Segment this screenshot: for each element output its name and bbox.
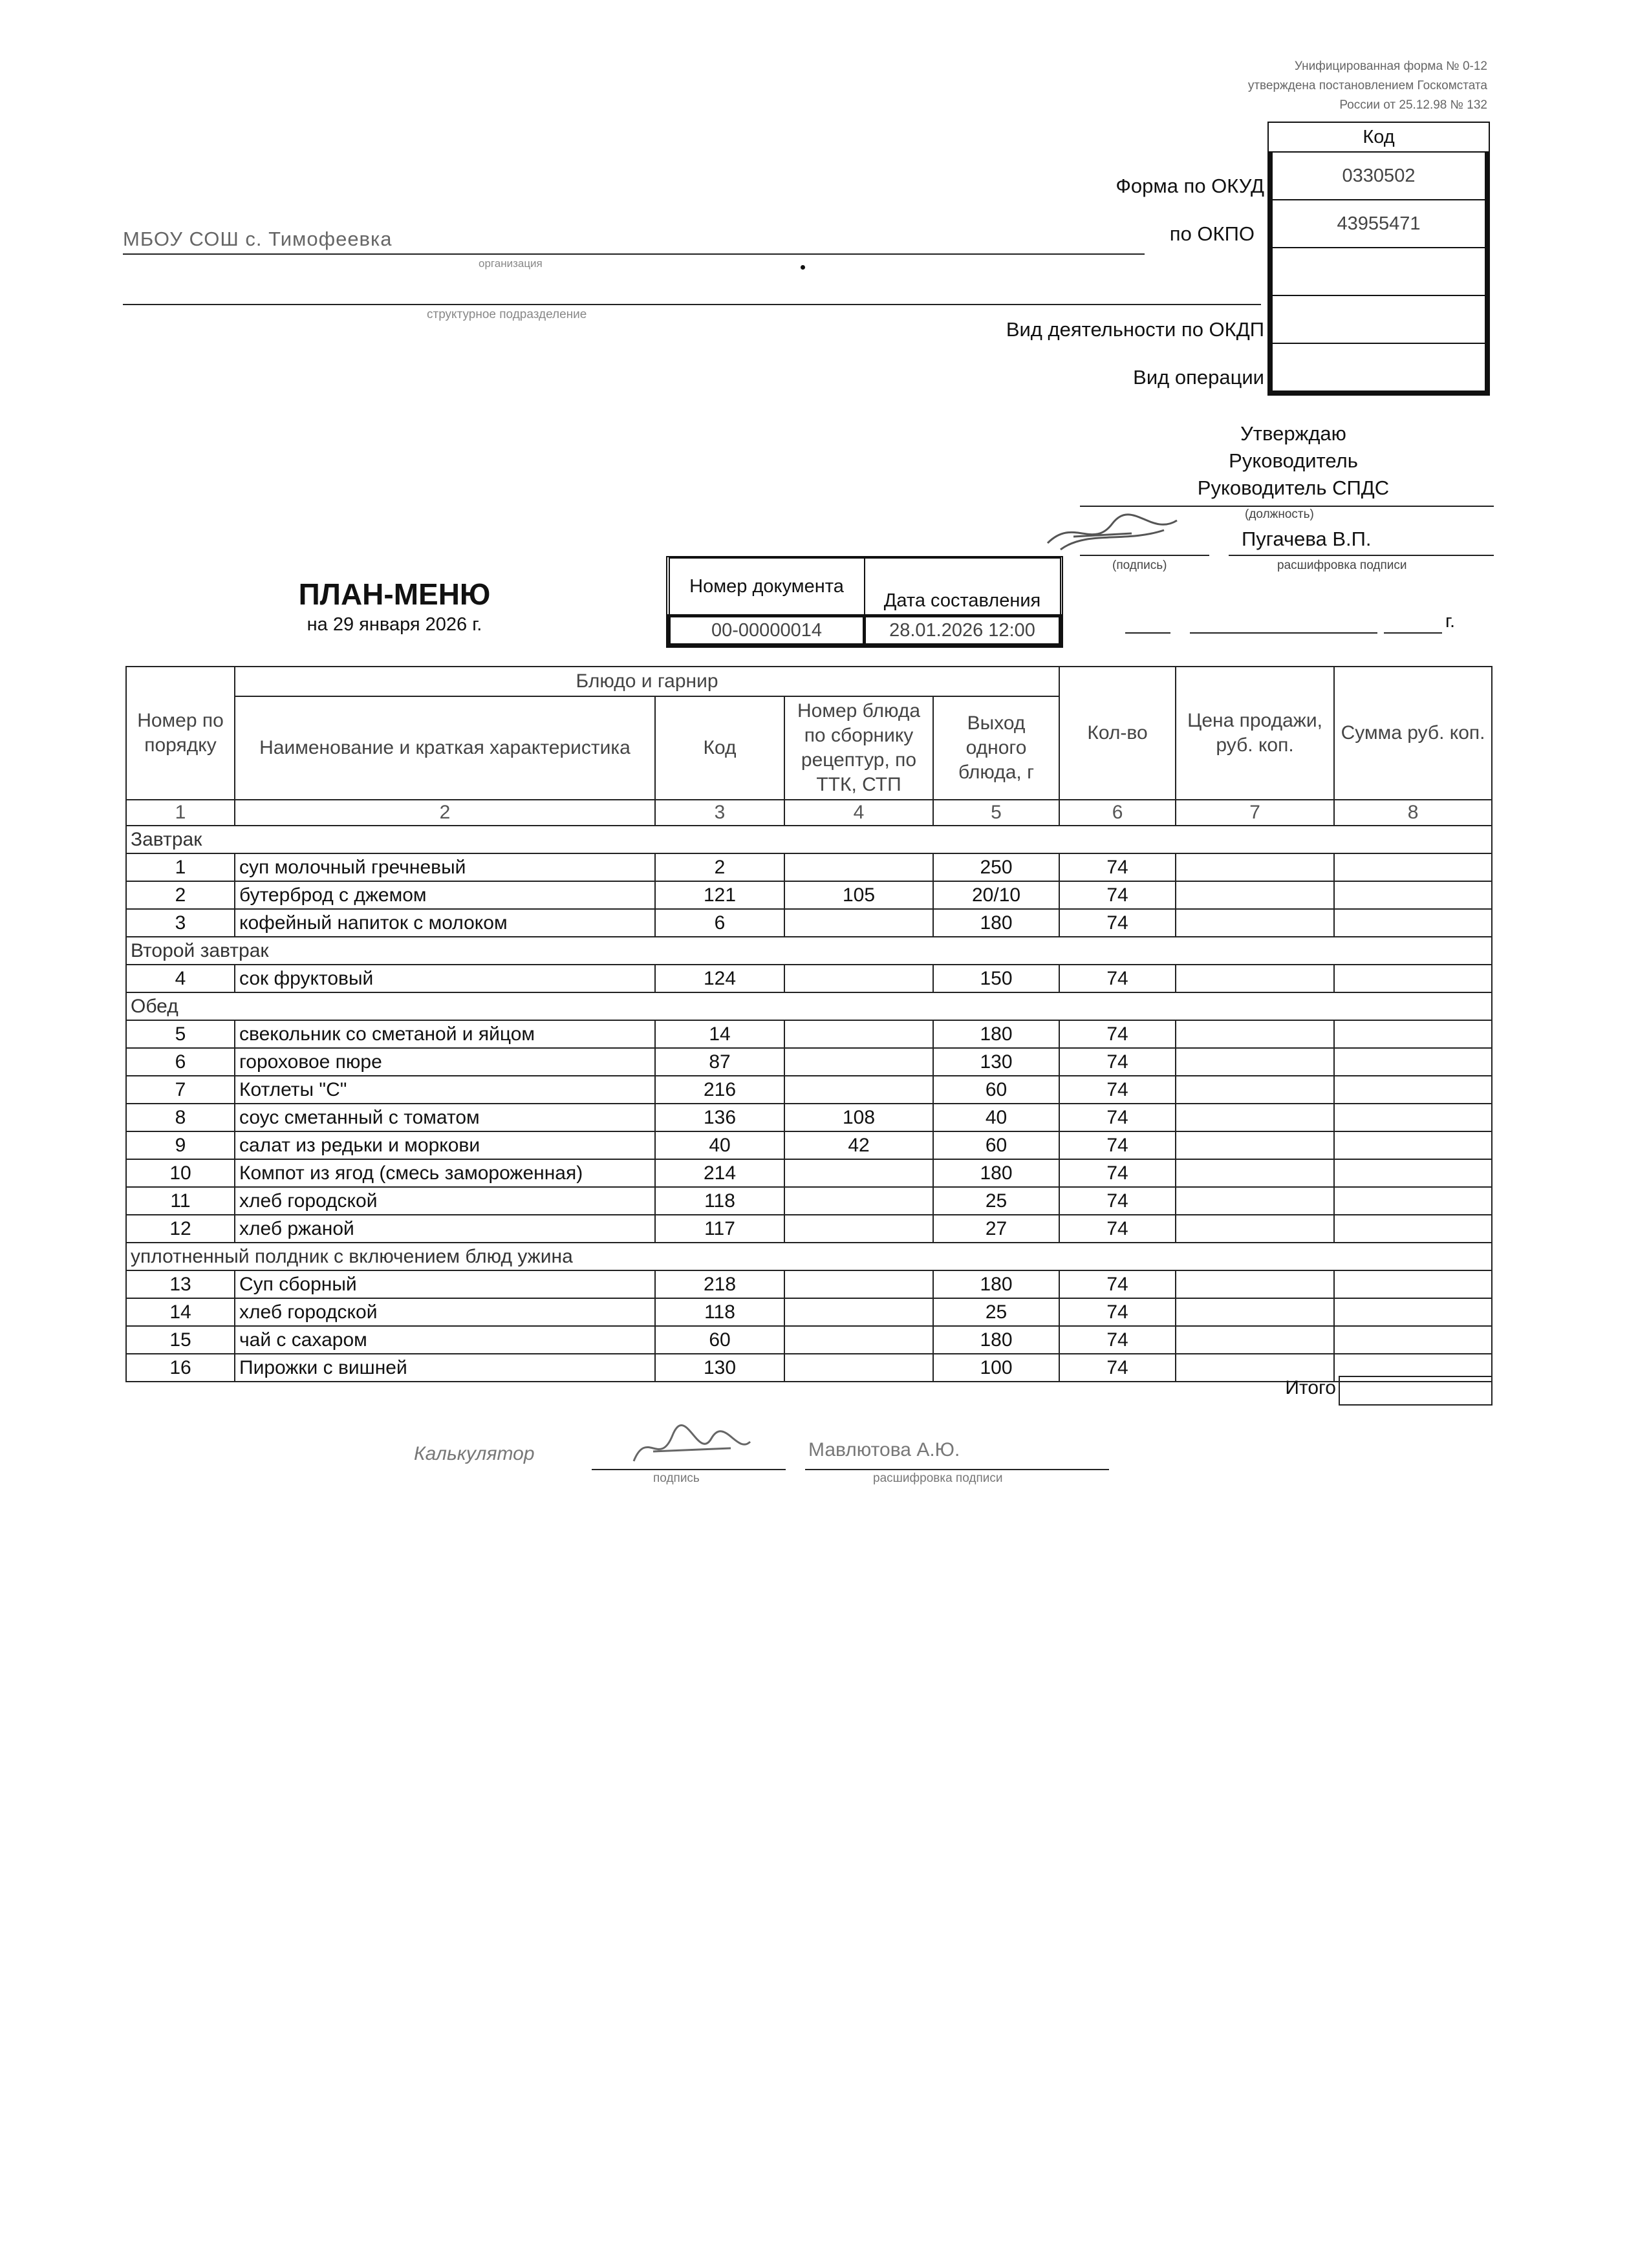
table-row: [126, 1076, 1492, 1104]
dish-yield: 100: [933, 1354, 1059, 1382]
calculator-signature-line: [592, 1469, 786, 1470]
dish-qty: 74: [1059, 1020, 1176, 1048]
sum-cell: [1334, 1076, 1492, 1104]
table-row: [126, 1187, 1492, 1215]
dish-yield: 20/10: [933, 881, 1059, 909]
header-order: Номер по порядку: [126, 667, 235, 800]
header-recipe: Номер блюда по сборнику рецептур, по ТТК, СТП: [784, 696, 933, 800]
dish-name: Компот из ягод (смесь замороженная): [235, 1159, 655, 1187]
operation-label: Вид операции: [1133, 366, 1264, 389]
table-row: [126, 1131, 1492, 1159]
price-cell: [1176, 1215, 1334, 1243]
dish-qty: 74: [1059, 1326, 1176, 1354]
approver-signature: [1035, 504, 1216, 556]
dot-mark: [801, 265, 805, 270]
sum-cell: [1334, 1270, 1492, 1298]
calculator-signature: [621, 1416, 763, 1474]
dish-name: соус сметанный с томатом: [235, 1104, 655, 1131]
recipe-number: [784, 909, 933, 937]
subdivision-line: [123, 304, 1261, 305]
dish-yield: 250: [933, 853, 1059, 881]
dish-qty: 74: [1059, 1104, 1176, 1131]
calculator-role: Калькулятор: [414, 1443, 535, 1464]
approve-block: [1099, 420, 1487, 502]
operation-value: [1269, 343, 1489, 394]
dish-yield: 130: [933, 1048, 1059, 1076]
table-row: [126, 1104, 1492, 1131]
doc-date: 28.01.2026 12:00: [865, 616, 1061, 645]
dish-yield: 150: [933, 965, 1059, 992]
dish-yield: 27: [933, 1215, 1059, 1243]
okpo-label: по ОКПО: [1169, 222, 1255, 245]
total-value-box: [1339, 1376, 1493, 1406]
calculator-name: Мавлютова А.Ю.: [808, 1439, 960, 1460]
subdivision-caption: структурное подразделение: [427, 308, 587, 321]
dish-yield: 180: [933, 1020, 1059, 1048]
dish-yield: 180: [933, 1326, 1059, 1354]
form-note: Унифицированная форма № 0-12 утверждена постановлением Госкомстата России от 25.12.98 № 132: [1247, 59, 1487, 112]
organization-name: МБОУ СОШ с. Тимофеевка: [123, 228, 393, 250]
signature-caption: (подпись): [1112, 559, 1167, 572]
dish-name: Суп сборный: [235, 1270, 655, 1298]
recipe-number: [784, 1354, 933, 1382]
dish-code: 136: [655, 1104, 784, 1131]
dish-yield: 25: [933, 1298, 1059, 1326]
dish-code: 117: [655, 1215, 784, 1243]
dish-qty: 74: [1059, 1187, 1176, 1215]
dish-name: чай с сахаром: [235, 1326, 655, 1354]
table-row: [126, 881, 1492, 909]
sum-cell: [1334, 1326, 1492, 1354]
col-number: 1: [126, 800, 235, 826]
sum-cell: [1334, 1298, 1492, 1326]
doc-number: 00-00000014: [669, 616, 865, 645]
dish-yield: 60: [933, 1131, 1059, 1159]
sum-cell: [1334, 965, 1492, 992]
sum-cell: [1334, 1131, 1492, 1159]
col-number: 7: [1176, 800, 1334, 826]
row-number: 15: [126, 1326, 235, 1354]
recipe-number: [784, 1048, 933, 1076]
recipe-number: 105: [784, 881, 933, 909]
dish-code: 87: [655, 1048, 784, 1076]
row-number: 5: [126, 1020, 235, 1048]
row-number: 1: [126, 853, 235, 881]
organization-line: [123, 253, 1145, 255]
dish-qty: 74: [1059, 1270, 1176, 1298]
dish-name: хлеб ржаной: [235, 1215, 655, 1243]
dish-qty: 74: [1059, 853, 1176, 881]
dish-qty: 74: [1059, 965, 1176, 992]
dish-name: свекольник со сметаной и яйцом: [235, 1020, 655, 1048]
okdp-label: Вид деятельности по ОКДП: [1006, 318, 1264, 341]
okud-value: 0330502: [1269, 151, 1489, 199]
dish-qty: 74: [1059, 1131, 1176, 1159]
col-number: 2: [235, 800, 655, 826]
section-row: [126, 937, 1492, 965]
dish-yield: 40: [933, 1104, 1059, 1131]
dish-code: 6: [655, 909, 784, 937]
row-number: 11: [126, 1187, 235, 1215]
header-yield: Выход одного блюда, г: [933, 696, 1059, 800]
recipe-number: [784, 1159, 933, 1187]
sum-cell: [1334, 1215, 1492, 1243]
header-dish-group: Блюдо и гарнир: [235, 667, 1059, 696]
col-number: 4: [784, 800, 933, 826]
table-row: [126, 1326, 1492, 1354]
sum-cell: [1334, 1159, 1492, 1187]
approver-name-caption: расшифровка подписи: [1277, 559, 1407, 572]
dish-yield: 180: [933, 909, 1059, 937]
organization-caption: организация: [479, 257, 543, 270]
section-title: уплотненный полдник с включением блюд ужина: [126, 1243, 1492, 1270]
menu-date: на 29 января 2026 г.: [307, 614, 482, 635]
dish-code: 121: [655, 881, 784, 909]
price-cell: [1176, 1270, 1334, 1298]
doc-number-label: Номер документа: [669, 558, 865, 616]
doc-date-label: Дата составления: [865, 558, 1061, 616]
col-number: 8: [1334, 800, 1492, 826]
document-box: [666, 556, 1063, 648]
sum-cell: [1334, 881, 1492, 909]
recipe-number: [784, 1270, 933, 1298]
price-cell: [1176, 853, 1334, 881]
recipe-number: [784, 853, 933, 881]
header-name: Наименование и краткая характеристика: [235, 696, 655, 800]
table-row: [126, 965, 1492, 992]
approver-name-line: [1229, 555, 1494, 556]
dish-qty: 74: [1059, 881, 1176, 909]
col-number: 5: [933, 800, 1059, 826]
menu-table: [125, 666, 1493, 1382]
recipe-number: [784, 965, 933, 992]
dish-name: кофейный напиток с молоком: [235, 909, 655, 937]
extra-code-cell: [1269, 247, 1489, 295]
dish-name: Пирожки с вишней: [235, 1354, 655, 1382]
section-row: [126, 992, 1492, 1020]
table-row: [126, 909, 1492, 937]
code-box: [1267, 122, 1490, 396]
table-row: [126, 1215, 1492, 1243]
section-title: Обед: [126, 992, 1492, 1020]
dish-code: 14: [655, 1020, 784, 1048]
row-number: 4: [126, 965, 235, 992]
row-number: 10: [126, 1159, 235, 1187]
recipe-number: 108: [784, 1104, 933, 1131]
dish-name: хлеб городской: [235, 1298, 655, 1326]
price-cell: [1176, 1020, 1334, 1048]
row-number: 14: [126, 1298, 235, 1326]
dish-qty: 74: [1059, 1298, 1176, 1326]
dish-qty: 74: [1059, 1159, 1176, 1187]
table-row: [126, 853, 1492, 881]
total-label: Итого: [1285, 1377, 1336, 1398]
table-row: [126, 1270, 1492, 1298]
signature-line: [1080, 555, 1209, 556]
price-cell: [1176, 1131, 1334, 1159]
sum-cell: [1334, 1048, 1492, 1076]
price-cell: [1176, 1187, 1334, 1215]
dish-code: 130: [655, 1354, 784, 1382]
row-number: 16: [126, 1354, 235, 1382]
approve-title: Утверждаю: [1240, 422, 1346, 445]
dish-name: суп молочный гречневый: [235, 853, 655, 881]
dish-code: 218: [655, 1270, 784, 1298]
sum-cell: [1334, 1187, 1492, 1215]
price-cell: [1176, 881, 1334, 909]
position-caption: (должность): [1245, 508, 1314, 521]
price-cell: [1176, 1298, 1334, 1326]
recipe-number: 42: [784, 1131, 933, 1159]
row-number: 6: [126, 1048, 235, 1076]
date-suffix: г.: [1445, 611, 1456, 632]
price-cell: [1176, 1326, 1334, 1354]
header-qty: Кол-во: [1059, 667, 1176, 800]
recipe-number: [784, 1076, 933, 1104]
dish-code: 118: [655, 1187, 784, 1215]
dish-yield: 25: [933, 1187, 1059, 1215]
sum-cell: [1334, 1020, 1492, 1048]
row-number: 12: [126, 1215, 235, 1243]
dish-qty: 74: [1059, 1354, 1176, 1382]
dish-qty: 74: [1059, 909, 1176, 937]
sum-cell: [1334, 853, 1492, 881]
row-number: 3: [126, 909, 235, 937]
calculator-signature-caption: подпись: [653, 1471, 700, 1485]
calculator-name-caption: расшифровка подписи: [873, 1471, 1003, 1485]
dish-name: бутерброд с джемом: [235, 881, 655, 909]
dish-code: 216: [655, 1076, 784, 1104]
date-day-line: [1125, 632, 1170, 634]
dish-code: 2: [655, 853, 784, 881]
code-label: Код: [1363, 127, 1395, 147]
recipe-number: [784, 1187, 933, 1215]
column-numbers-row: [126, 800, 1492, 826]
page-title: ПЛАН-МЕНЮ: [298, 577, 491, 611]
approver-name: Пугачева В.П.: [1242, 528, 1372, 550]
price-cell: [1176, 1076, 1334, 1104]
col-number: 6: [1059, 800, 1176, 826]
recipe-number: [784, 1298, 933, 1326]
dish-name: сок фруктовый: [235, 965, 655, 992]
row-number: 2: [126, 881, 235, 909]
dish-code: 124: [655, 965, 784, 992]
dish-code: 118: [655, 1298, 784, 1326]
dish-code: 60: [655, 1326, 784, 1354]
date-month-line: [1190, 632, 1377, 634]
date-year-line: [1384, 632, 1442, 634]
header-price: Цена продажи, руб. коп.: [1176, 667, 1334, 800]
okud-label: Форма по ОКУД: [1116, 175, 1264, 197]
dish-qty: 74: [1059, 1076, 1176, 1104]
dish-name: хлеб городской: [235, 1187, 655, 1215]
price-cell: [1176, 1048, 1334, 1076]
okpo-value: 43955471: [1269, 199, 1489, 247]
sum-cell: [1334, 1104, 1492, 1131]
header-sum: Сумма руб. коп.: [1334, 667, 1492, 800]
table-row: [126, 1048, 1492, 1076]
recipe-number: [784, 1215, 933, 1243]
sum-cell: [1334, 909, 1492, 937]
section-title: Второй завтрак: [126, 937, 1492, 965]
dish-qty: 74: [1059, 1215, 1176, 1243]
approve-position: Руководитель СПДС: [1197, 476, 1390, 499]
header-code: Код: [655, 696, 784, 800]
dish-name: Котлеты "С": [235, 1076, 655, 1104]
dish-name: гороховое пюре: [235, 1048, 655, 1076]
dish-qty: 74: [1059, 1048, 1176, 1076]
row-number: 8: [126, 1104, 235, 1131]
table-row: [126, 1159, 1492, 1187]
dish-yield: 60: [933, 1076, 1059, 1104]
row-number: 13: [126, 1270, 235, 1298]
dish-yield: 180: [933, 1270, 1059, 1298]
section-title: Завтрак: [126, 826, 1492, 853]
recipe-number: [784, 1020, 933, 1048]
price-cell: [1176, 1104, 1334, 1131]
table-row: [126, 1298, 1492, 1326]
section-row: [126, 826, 1492, 853]
recipe-number: [784, 1326, 933, 1354]
price-cell: [1176, 1159, 1334, 1187]
row-number: 7: [126, 1076, 235, 1104]
table-row: [126, 1020, 1492, 1048]
dish-name: салат из редьки и моркови: [235, 1131, 655, 1159]
row-number: 9: [126, 1131, 235, 1159]
dish-code: 214: [655, 1159, 784, 1187]
dish-yield: 180: [933, 1159, 1059, 1187]
section-row: [126, 1243, 1492, 1270]
price-cell: [1176, 965, 1334, 992]
calculator-name-line: [805, 1469, 1109, 1470]
okdp-value: [1269, 295, 1489, 343]
col-number: 3: [655, 800, 784, 826]
dish-code: 40: [655, 1131, 784, 1159]
price-cell: [1176, 909, 1334, 937]
approve-role: Руководитель: [1229, 449, 1358, 472]
